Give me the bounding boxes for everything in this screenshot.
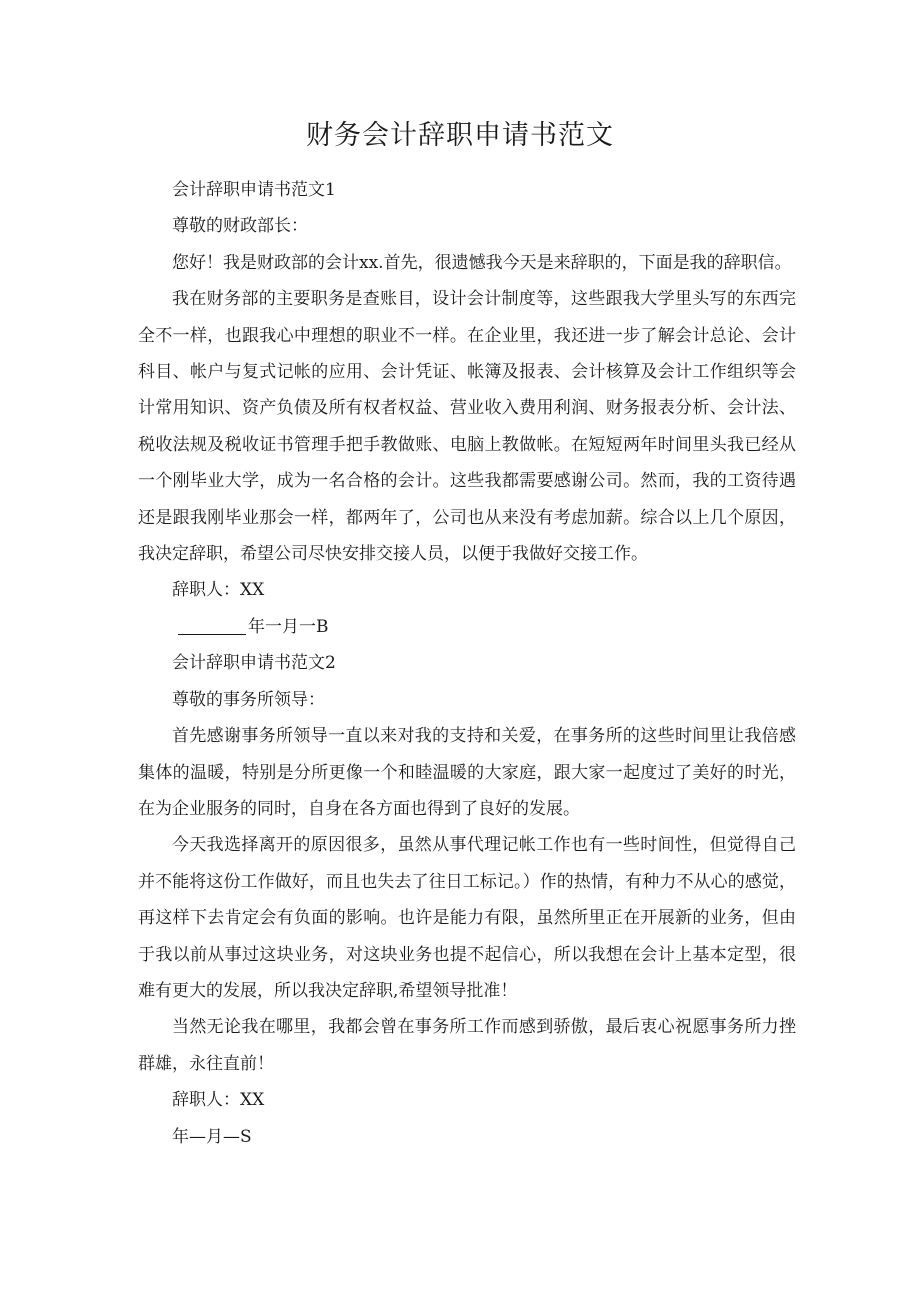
document-body (138, 172, 796, 1155)
letter2-salutation: 尊敬的事务所领导： (172, 689, 325, 710)
letter2-paragraph-2: 今天我选择离开的原因很多，虽然从事代理记帐工作也有一些时间性，但觉得自己并不能将这份工作做好，而且也失去了往日工标记。）作的热情，有种力不从心的感觉，再这样下去肯定会有负面的影响。也许是能力有限，虽然所里正在开展新的业务，但由于我以前从事过这块业务，对这块业务也提不起信心，所以我想在会计上基本定型，很难有更大的发展，所以我决定辞职,希望领导批准！ (138, 835, 796, 1001)
document-title: 财务会计辞职申请书范文 (306, 120, 614, 151)
letter1-salutation: 尊敬的财政部长： (172, 216, 308, 237)
letter2-paragraph-3: 当然无论我在哪里，我都会曾在事务所工作而感到骄傲，最后衷心祝愿事务所力挫群雄，永往直前！ (138, 1017, 796, 1074)
date-blank-line (178, 614, 246, 635)
letter1-signature: 辞职人：XX (172, 580, 265, 601)
letter1-date-line (138, 609, 796, 645)
letter2-paragraph-1: 首先感谢事务所领导一直以来对我的支持和关爱，在事务所的这些时间里让我倍感集体的温暖，特别是分所更像一个和睦温暖的大家庭，跟大家一起度过了美好的时光，在为企业服务的同时，自身在各方面也得到了良好的发展。 (138, 726, 796, 819)
letter1-greeting: 您好！我是财政部的会计xx.首先，很遗憾我今天是来辞职的，下面是我的辞职信。 (172, 252, 792, 273)
letter1-body: 我在财务部的主要职务是查账目，设计会计制度等，这些跟我大学里头写的东西完全不一样，也跟我心中理想的职业不一样。在企业里，我还进一步了解会计总论、会计科目、帐户与复式记帐的应用、会计凭证、帐簿及报表、会计核算及会计工作组织等会计常用知识、资产负债及所有权者权益、营业收入费用利润、财务报表分析、会计法、税收法规及税收证书管理手把手教做账、电脑上教做帐。在短短两年时间里头我已经从一个刚毕业大学，成为一名合格的会计。这些我都需要感谢公司。然而，我的工资待遇还是跟我刚毕业那会一样，都两年了，公司也从来没有考虑加薪。综合以上几个原因，我决定辞职，希望公司尽快安排交接人员，以便于我做好交接工作。 (138, 289, 796, 565)
letter2-signature: 辞职人：XX (172, 1090, 265, 1111)
letter1-date: 年一月一B (248, 616, 329, 637)
letter1-heading: 会计辞职申请书范文1 (172, 180, 336, 200)
letter2-date: 年—月—S (172, 1126, 252, 1147)
letter2-heading: 会计辞职申请书范文2 (172, 653, 336, 674)
